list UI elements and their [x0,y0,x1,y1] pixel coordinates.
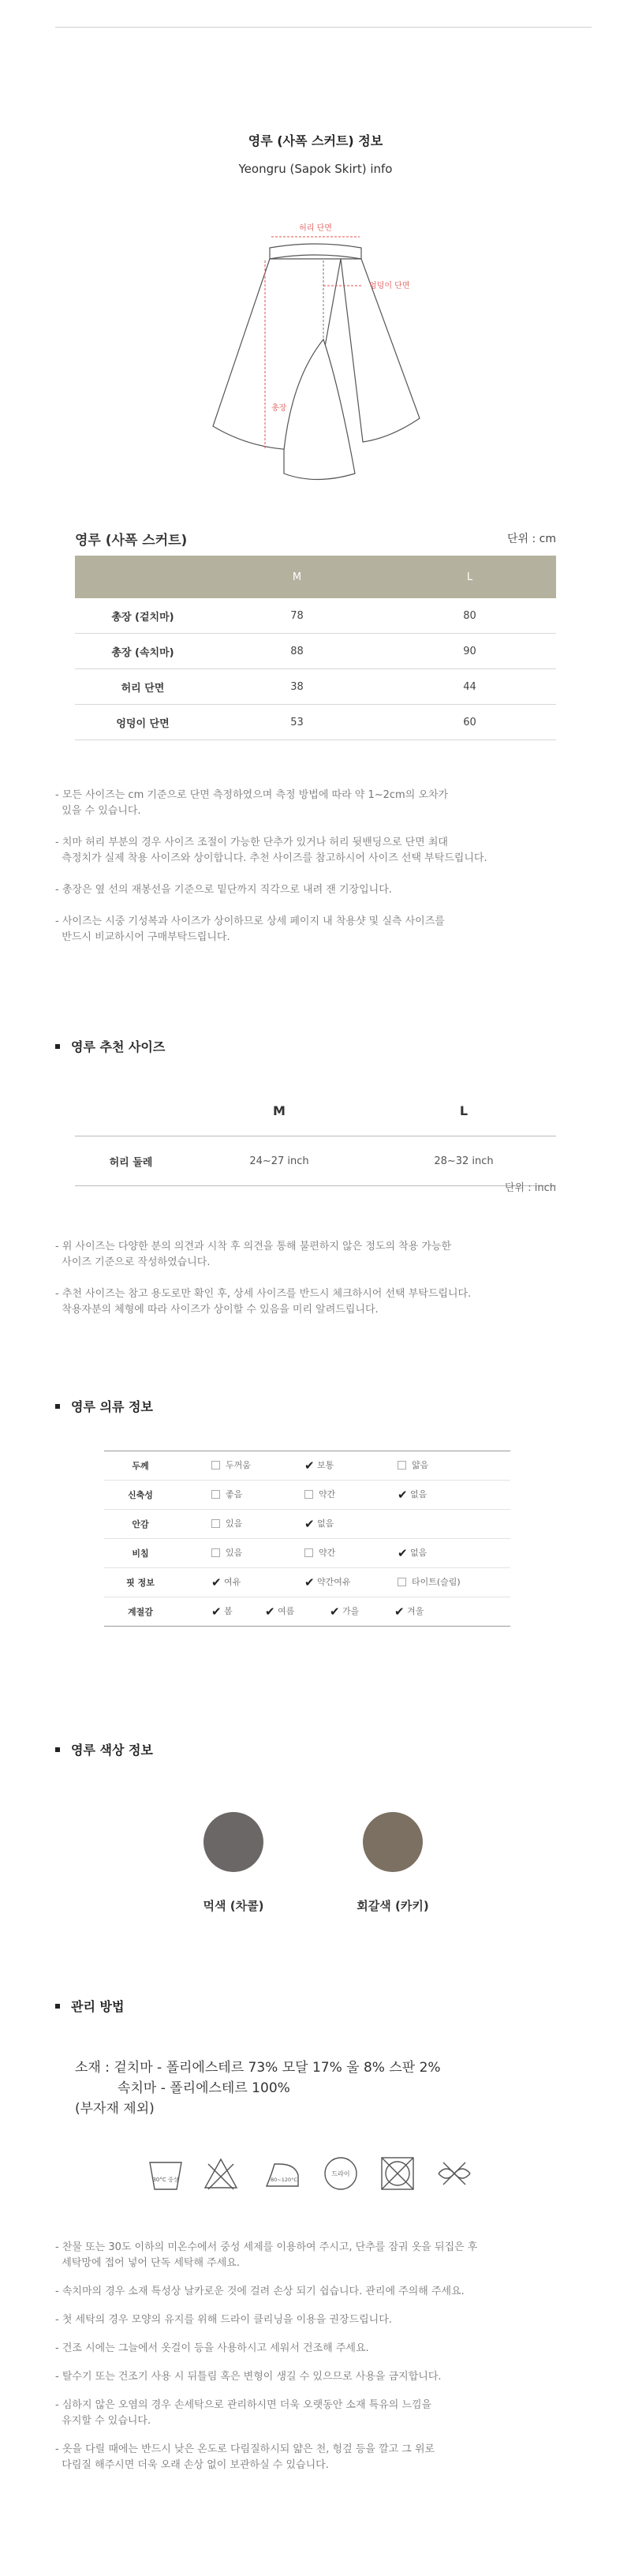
note-line: - 사이즈는 시중 기성복과 사이즈가 상이하므로 상세 페이지 내 착용샷 및 실측 사이즈를 [55,915,445,927]
recommend-heading: 영루 추천 사이즈 [55,1037,165,1055]
note-line: - 속치마의 경우 소재 특성상 날카로운 것에 걸려 손상 되기 쉽습니다. 관리에 주의해 주세요. [55,2286,465,2297]
table-row [75,598,556,634]
table-row [104,1568,510,1597]
cell-value: 80 [383,598,556,634]
row-label: 핏 정보 [104,1568,177,1597]
color-label: 먹색 (차콜) [203,1899,264,1913]
option-unchecked: 좋음 [211,1488,304,1500]
size-unit: 단위 : cm [506,533,556,545]
no-wring-icon [435,2155,473,2192]
top-divider [55,27,592,28]
checkmark-icon: ✔ [304,1517,315,1531]
note-line: - 탈수기 또는 건조기 사용 시 뒤틀림 혹은 변형이 생길 수 있으므로 사용을 금지합니다. [55,2371,442,2383]
note-line: 세탁망에 접어 넣어 단독 세탁해 주세요. [55,2257,240,2269]
checkbox-empty-icon [398,1461,406,1470]
dry-clean-caption: 드라이 [331,2170,350,2177]
note-line: 유지할 수 있습니다. [55,2415,151,2427]
checkmark-icon: ✔ [211,1604,222,1619]
checkbox-empty-icon [211,1461,220,1470]
note-line: - 옷을 다릴 때에는 반드시 낮은 온도로 다림질하시되 얇은 천, 헝겊 등을 깔고 그 위로 [55,2443,435,2455]
checkbox-empty-icon [211,1490,220,1499]
waist-measure-label: 허리 단면 [299,224,332,233]
material-line: 소재 : 겉치마 - 폴리에스테르 73% 모달 17% 울 8% 스판 2% [75,2060,441,2076]
cell-value: 44 [383,669,556,705]
care-notes [55,2240,599,2473]
note-line: - 찬물 또는 30도 이하의 미온수에서 중성 세제를 이용하여 주시고, 단추를 잠궈 옷을 뒤집은 후 [55,2241,478,2253]
checkmark-icon: ✔ [398,1488,408,1502]
row-label: 허리 단면 [75,669,211,705]
option-unchecked: 약간 [304,1546,398,1559]
option-checked: ✔ 없음 [398,1488,428,1502]
note-line: 있을 수 있습니다. [55,805,141,817]
option-checked: ✔ 여유 [211,1575,241,1589]
row-label: 총장 (속치마) [75,634,211,669]
size-notes [55,788,599,945]
note-line: - 치마 허리 부분의 경우 사이즈 조절이 가능한 단추가 있거나 허리 뒷밴딩으로 단면 최대 [55,837,448,848]
option-unchecked: 약간 [304,1488,398,1500]
color-swatch-khaki [363,1812,423,1872]
note-line: 다림질 해주시면 더욱 오래 손상 없이 보관하실 수 있습니다. [55,2459,329,2471]
option-checked: ✔ 가을 [330,1604,360,1619]
hip-measure-label: 엉덩이 단면 [369,282,410,290]
row-label: 안감 [104,1510,177,1539]
row-label: 두께 [104,1451,177,1481]
checkmark-icon: ✔ [330,1604,340,1619]
skirt-diagram [205,213,426,513]
option-checked: ✔ 여름 [265,1604,295,1619]
note-line: 착용자분의 체형에 따라 사이즈가 상이할 수 있음을 미리 알려드립니다. [55,1304,379,1316]
option-unchecked: 타이트(슬림) [398,1575,491,1588]
note-line: - 위 사이즈는 다양한 분의 의견과 시착 후 의견을 통해 불편하지 않은 정도의 착용 가능한 [55,1241,452,1252]
table-row [104,1481,510,1510]
cell-value: 28~32 inch [372,1136,556,1186]
size-table [75,556,556,740]
option-checked: ✔ 보통 [304,1458,334,1473]
bullet-square-icon [55,1044,60,1049]
checkmark-icon: ✔ [394,1604,405,1619]
option-checked: ✔ 봄 [211,1604,233,1619]
recommend-unit: 단위 : inch [505,1182,556,1194]
color-swatch-charcoal [203,1812,263,1872]
note-line: - 총장은 옆 선의 재봉선을 기준으로 밑단까지 직각으로 내려 잰 기장입니다. [55,884,392,896]
checkmark-icon: ✔ [304,1575,315,1589]
table-row [75,634,556,669]
size-table-title: 영루 (사폭 스커트) [75,533,188,549]
checkbox-empty-icon [211,1548,220,1557]
cell-value: 90 [383,634,556,669]
material-line: (부자재 제외) [75,2101,155,2117]
checkbox-empty-icon [398,1578,406,1586]
option-unchecked: 얇음 [398,1458,491,1471]
waistband-shape [270,244,361,259]
cell-value: 24~27 inch [187,1136,372,1186]
checkbox-empty-icon [304,1548,313,1557]
iron-icon [263,2155,301,2192]
bullet-square-icon [55,1404,60,1409]
cell-value: 38 [211,669,383,705]
option-unchecked: 있음 [211,1546,304,1559]
recommend-col-header: L [372,1085,556,1136]
cell-value: 60 [383,705,556,740]
material-line: 속치마 - 폴리에스테르 100% [75,2080,290,2096]
table-row [104,1510,510,1539]
no-tumble-dry-icon [379,2155,416,2192]
size-col-header: L [383,556,556,598]
note-line: - 모든 사이즈는 cm 기준으로 단면 측정하였으며 측정 방법에 따라 약 1~2cm의 오차가 [55,789,449,801]
option-unchecked: 있음 [211,1517,304,1530]
bullet-square-icon [55,1747,60,1752]
checkbox-empty-icon [211,1519,220,1528]
option-checked: ✔ 없음 [304,1517,334,1531]
no-bleach-icon [202,2155,240,2192]
page-title: 영루 (사폭 스커트) 정보 [248,133,383,148]
checkmark-icon: ✔ [265,1604,275,1619]
recommend-col-header: M [187,1085,372,1136]
checkmark-icon: ✔ [211,1575,222,1589]
note-line: - 추천 사이즈는 참고 용도로만 확인 후, 상세 사이즈를 반드시 체크하시어 선택 부탁드립니다. [55,1288,472,1300]
iron-caption: 80~120°C [271,2177,297,2183]
option-unchecked: 두꺼움 [211,1458,304,1471]
note-line: - 심하지 않은 오염의 경우 손세탁으로 관리하시면 더욱 오랫동안 소재 특유의 느낌을 [55,2399,432,2411]
table-row [104,1597,510,1627]
note-line: - 건조 시에는 그늘에서 옷걸이 등을 사용하시고 세워서 건조해 주세요. [55,2342,369,2354]
row-label: 총장 (겉치마) [75,598,211,634]
table-row [104,1451,510,1481]
material-info [75,2057,441,2119]
checkmark-icon: ✔ [398,1546,408,1560]
size-table-header [75,556,556,598]
row-label: 신축성 [104,1481,177,1510]
option-checked: ✔ 약간여유 [304,1575,351,1589]
note-line: 반드시 비교하시어 구매부탁드립니다. [55,931,230,943]
page-subtitle: Yeongru (Sapok Skirt) info [238,162,393,176]
row-label: 계절감 [104,1597,177,1627]
length-measure-label: 총장 [271,404,287,413]
hand-wash-icon [147,2155,185,2192]
table-row [75,669,556,705]
cell-value: 78 [211,598,383,634]
hand-wash-caption: 30°C 중성 [152,2177,179,2183]
table-row [75,705,556,740]
bullet-square-icon [55,2004,60,2009]
cell-value: 53 [211,705,383,740]
note-line: - 첫 세탁의 경우 모양의 유지를 위해 드라이 클리닝을 이용을 권장드립니다. [55,2314,392,2326]
fabric-heading: 영루 의류 정보 [55,1397,153,1415]
size-col-header: M [211,556,383,598]
care-heading: 관리 방법 [55,1997,124,2015]
note-line: 사이즈 기준으로 작성하였습니다. [55,1256,211,1268]
checkbox-empty-icon [304,1490,313,1499]
row-label: 비침 [104,1539,177,1568]
color-heading: 영루 색상 정보 [55,1740,153,1758]
dry-clean-icon [322,2155,360,2192]
option-checked: ✔ 겨울 [394,1604,424,1619]
row-label: 엉덩이 단면 [75,705,211,740]
row-label: 허리 둘레 [75,1136,187,1186]
fabric-info-table [104,1451,510,1627]
option-checked: ✔ 없음 [398,1546,428,1560]
color-label: 회갈색 (카키) [357,1899,429,1913]
cell-value: 88 [211,634,383,669]
recommend-notes [55,1239,599,1318]
checkmark-icon: ✔ [304,1458,315,1473]
recommend-table [75,1085,556,1186]
note-line: 측정치가 실제 착용 사이즈와 상이합니다. 추천 사이즈를 참고하시어 사이즈 선택 부탁드립니다. [55,852,487,864]
table-row [104,1539,510,1568]
